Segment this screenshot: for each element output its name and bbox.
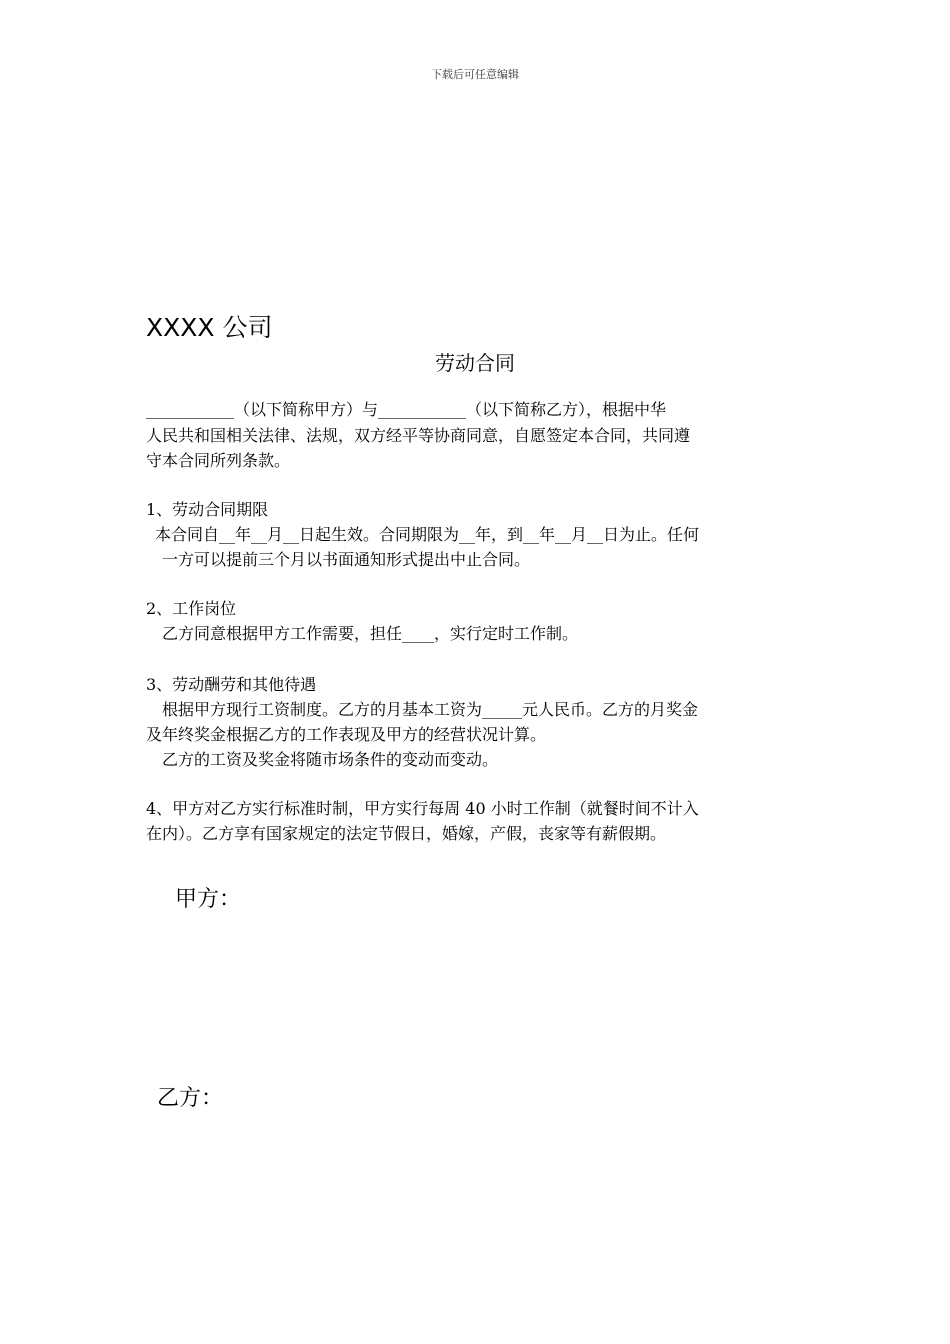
- section4-line-1: 4、甲方对乙方实行标准时制，甲方实行每周 40 小时工作制（就餐时间不计入: [146, 799, 699, 818]
- section2-heading: 2、工作岗位: [146, 599, 237, 618]
- party-b-signature-label: 乙方：: [157, 1086, 224, 1111]
- company-name: XXXX 公司: [146, 313, 273, 342]
- party-a-signature-label: 甲方：: [175, 887, 242, 912]
- section3-heading: 3、劳动酬劳和其他待遇: [146, 675, 317, 694]
- section4-line-2: 在内）。乙方享有国家规定的法定节假日，婚嫁，产假，丧家等有薪假期。: [146, 824, 667, 843]
- intro-line-3: 守本合同所列条款。: [146, 451, 291, 470]
- section2-line-1: 乙方同意根据甲方工作需要，担任____，实行定时工作制。: [162, 624, 579, 643]
- section1-line-2: 一方可以提前三个月以书面通知形式提出中止合同。: [162, 550, 531, 569]
- section1-line-1: 本合同自__年__月__日起生效。合同期限为__年，到__年__月__日为止。任何: [155, 525, 700, 544]
- section3-line-3: 乙方的工资及奖金将随市场条件的变动而变动。: [162, 750, 499, 769]
- document-title: 劳动合同: [435, 351, 515, 375]
- intro-line-1: ___________（以下简称甲方）与___________（以下简称乙方），根据中华: [146, 400, 667, 419]
- intro-line-2: 人民共和国相关法律、法规，双方经平等协商同意，自愿签定本合同，共同遵: [146, 426, 691, 445]
- section1-heading: 1、劳动合同期限: [146, 500, 269, 519]
- section3-line-1: 根据甲方现行工资制度。乙方的月基本工资为_____元人民币。乙方的月奖金: [162, 700, 699, 719]
- header-note: 下载后可任意编辑: [431, 68, 519, 81]
- section3-line-2: 及年终奖金根据乙方的工作表现及甲方的经营状况计算。: [146, 725, 547, 744]
